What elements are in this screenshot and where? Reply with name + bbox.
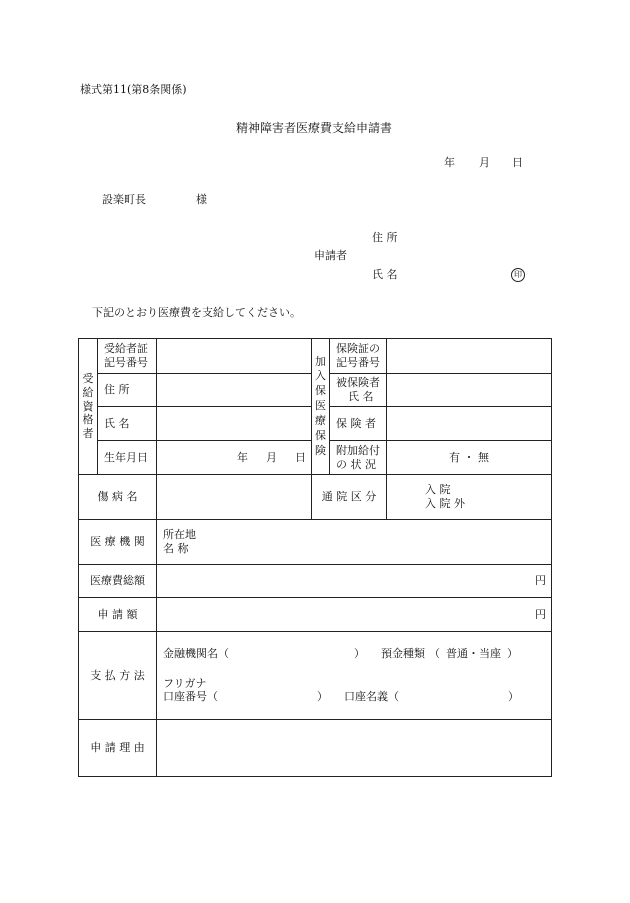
claim-amount-field[interactable]: 円 — [157, 598, 552, 632]
insurance-card-field[interactable] — [387, 339, 552, 374]
application-table — [78, 338, 552, 777]
addressee-honorific: 様 — [196, 193, 207, 206]
disease-label: 傷 病 名 — [79, 475, 157, 520]
page-title: 精神障害者医療費支給申請書 — [236, 121, 393, 135]
applicant-label: 申請者 — [314, 249, 347, 262]
address-label: 住 所 — [98, 374, 157, 407]
visit-type-options[interactable]: 入 院 入 院 外 — [387, 475, 552, 520]
seal-mark: 印 — [511, 268, 525, 282]
recipient-id-label: 受給者証 記号番号 — [98, 339, 157, 374]
supplement-label: 附加給付 の 状 況 — [330, 441, 387, 475]
name-label: 氏 名 — [98, 407, 157, 441]
total-cost-field[interactable]: 円 — [157, 565, 552, 598]
reason-label: 申 請 理 由 — [79, 720, 157, 777]
total-cost-label: 医療費総額 — [79, 565, 157, 598]
insurance-group-label: 加 入 保 医 療 保 険 — [312, 339, 330, 475]
address-field[interactable] — [157, 374, 312, 407]
visit-type-label: 通 院 区 分 — [312, 475, 387, 520]
claim-amount-label: 申 請 額 — [79, 598, 157, 632]
birthdate-field[interactable]: 年 月 日 — [157, 441, 312, 475]
payment-method-field[interactable]: 金融機関名 （ ） 預金種類 （ 普通・当座 ） フリガナ 口座番号 （ ） 口座名義 （ ） — [157, 632, 552, 720]
reason-field[interactable] — [157, 720, 552, 777]
applicant-address-label: 住 所 — [372, 231, 398, 244]
applicant-name-label: 氏 名 — [372, 268, 398, 281]
addressee-name: 設楽町長 — [102, 193, 146, 206]
date-month-label: 月 — [479, 156, 490, 169]
name-field[interactable] — [157, 407, 312, 441]
insurance-card-label: 保険証の 記号番号 — [330, 339, 387, 374]
insured-label: 被保険者 氏 名 — [330, 374, 387, 407]
payment-method-label: 支 払 方 法 — [79, 632, 157, 720]
supplement-value[interactable]: 有 ・ 無 — [387, 441, 552, 475]
date-year-label: 年 — [444, 156, 455, 169]
recipient-id-field[interactable] — [157, 339, 312, 374]
facility-label: 医 療 機 関 — [79, 520, 157, 565]
disease-field[interactable] — [157, 475, 312, 520]
insured-field[interactable] — [387, 374, 552, 407]
intro-text: 下記のとおり医療費を支給してください。 — [92, 306, 301, 319]
form-number: 様式第11(第8条関係) — [80, 83, 187, 96]
birthdate-label: 生年月日 — [98, 441, 157, 475]
insurer-field[interactable] — [387, 407, 552, 441]
recipient-group-label: 受 給 資 格 者 — [79, 339, 98, 475]
date-day-label: 日 — [512, 156, 523, 169]
facility-field[interactable]: 所在地 名 称 — [157, 520, 552, 565]
insurer-label: 保 険 者 — [330, 407, 387, 441]
